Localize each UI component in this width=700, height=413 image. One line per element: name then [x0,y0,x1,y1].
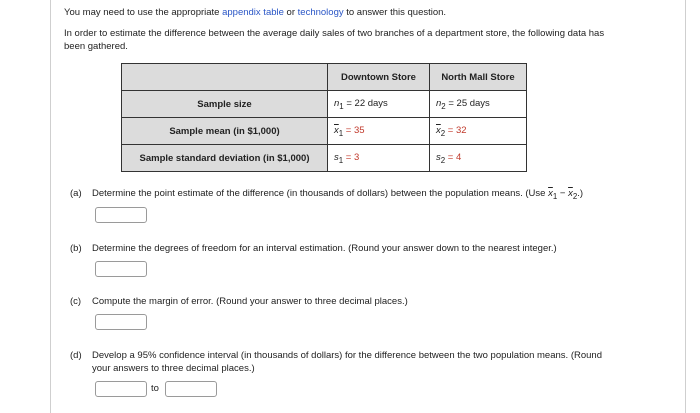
val-s1: = 3 [343,151,360,163]
row-label-sample-mean: Sample mean (in $1,000) [122,118,328,145]
minus-sign: − [557,188,569,199]
sub-1: 1 [339,101,344,111]
header-north-mall: North Mall Store [430,64,527,91]
part-d-to-label: to [151,383,159,394]
part-b-tag: (b) [70,243,82,254]
sub-2: 2 [440,128,446,138]
part-c-answer-input[interactable] [95,314,147,330]
cell-x2 [430,118,527,145]
appendix-table-link[interactable]: appendix table [222,7,284,18]
part-a-end: .) [577,188,584,199]
table-row [122,118,527,145]
part-d-tag: (d) [70,350,82,361]
val-s2: = 4 [445,151,462,163]
sym-s: s [436,151,441,163]
part-a-text [92,187,583,203]
sub-2: 2 [572,191,578,201]
intro-line [64,6,446,19]
table-row [122,145,527,172]
val-x1: = 35 [343,124,365,136]
part-a-answer-input[interactable] [95,207,147,223]
part-b-text: Determine the degrees of freedom for an interval estimation. (Round your answer down to the nearest integer.) [92,243,557,254]
part-d-text-1: Develop a 95% confidence interval (in thousands of dollars) for the difference between the two population means. (Round [92,350,602,361]
problem-line-1: In order to estimate the difference between the average daily sales of two branches of a department store, the following data has [64,28,605,39]
sym-xbar: $\overline{x}$ [436,124,441,136]
part-c-tag: (c) [70,296,82,307]
part-d-upper-input[interactable] [165,381,217,397]
row-label-sample-sd: Sample standard deviation (in $1,000) [122,145,328,172]
table-header-row [122,64,527,91]
cell-x1 [328,118,430,145]
sym-n: n [436,97,442,109]
row-label-sample-size: Sample size [122,91,328,118]
cell-n1 [328,91,430,118]
sub-1: 1 [338,155,344,165]
part-c-text: Compute the margin of error. (Round your answer to three decimal places.) [92,296,408,307]
sym-xbar: $\overline{x}$ [568,188,573,199]
val-x2: = 32 [445,124,467,136]
technology-link[interactable]: technology [297,7,344,18]
cell-s2 [430,145,527,172]
intro-or: or [283,7,298,18]
intro-suffix: to answer this question. [343,7,447,18]
problem-line-2: been gathered. [64,41,128,52]
sym-n: n [334,97,340,109]
val-n1: = 22 days [343,97,388,109]
cell-s1 [328,145,430,172]
cell-n2 [430,91,527,118]
sub-1: 1 [552,191,558,201]
sample-data-table [121,63,527,172]
header-downtown: Downtown Store [328,64,430,91]
sym-s: s [334,151,339,163]
part-d-text-2: your answers to three decimal places.) [92,363,255,374]
sub-2: 2 [440,155,446,165]
sym-xbar: $\overline{x}$ [548,188,553,199]
sub-2: 2 [441,101,446,111]
table-row [122,91,527,118]
part-a-question: Determine the point estimate of the difference (in thousands of dollars) between the population means. (Use [92,188,549,199]
val-n2: = 25 days [445,97,490,109]
part-b-answer-input[interactable] [95,261,147,277]
part-a-tag: (a) [70,188,82,199]
sub-1: 1 [338,128,344,138]
table-corner [122,64,328,91]
intro-prefix: You may need to use the appropriate [64,7,223,18]
sym-xbar: $\overline{x}$ [334,124,339,136]
part-d-lower-input[interactable] [95,381,147,397]
